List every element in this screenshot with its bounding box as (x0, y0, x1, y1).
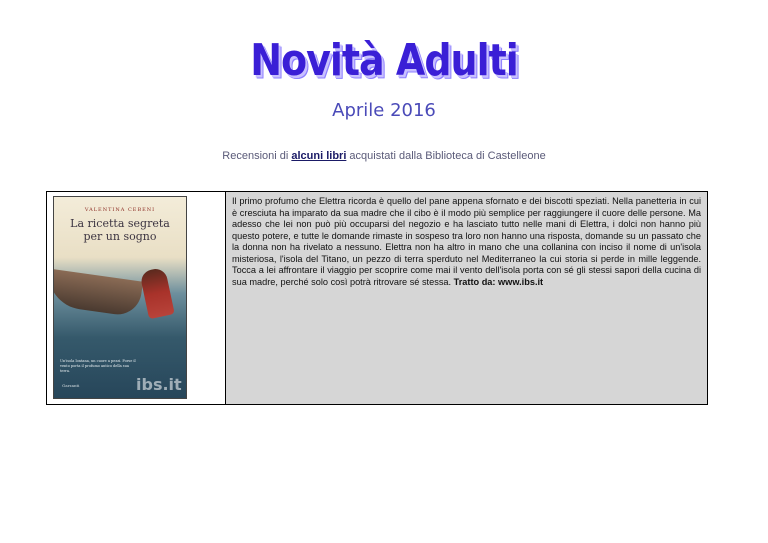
review-text-cell (226, 192, 707, 404)
cover-title (54, 217, 186, 243)
cover-blurb: Un'isola lontana, un cuore a pezzi. Forse il vento porta il profumo antico della sua terra. (60, 359, 136, 373)
review-source: Tratto da: www.ibs.it (453, 276, 544, 287)
page-title: Novità Adulti (250, 34, 518, 86)
cover-publisher: Garzanti (62, 383, 80, 388)
books-link[interactable]: alcuni libri (291, 150, 347, 162)
cover-cell (47, 192, 226, 404)
cover-boat-image (53, 269, 143, 318)
cover-watermark: ibs.it (136, 375, 182, 394)
intro-after: acquistati dalla Biblioteca di Castelleone (346, 150, 546, 162)
book-cover (53, 196, 187, 399)
cover-title-line2: per un sogno (83, 230, 157, 243)
cover-title-line1: La ricetta segreta (70, 217, 170, 230)
review-text: Il primo profumo che Elettra ricorda è quello del pane appena sfornato e dei biscotti speziati. Nella panetteria in cui è cresciuta ha imparato da sua madre che il cibo è il modo più semplice per raggiungere il cuore delle persone. Ma adesso che lei non può più occuparsi del negozio e ha lasciato tutto nelle mani di Elettra, i dolci non hanno più questo potere, e tutte le domande rimaste in sospeso tra loro non hanno una risposta, domande su un passato che la donna non ha rivelato a nessuno. Elettra non ha altro in mano che una collanina con inciso il nome di un'isola misteriosa, l'isola del Titano, un pezzo di terra sperduto nel Mediterraneo la cui storia si perde in mille leggende. Tocca a lei affrontare il viaggio per scoprire come mai il vento dell'isola porta con sé gli stessi sapori della cucina di sua madre, perché solo così potrà ritrovare sé stessa. (232, 196, 701, 287)
review-table (46, 191, 708, 405)
cover-author: VALENTINA CEBENI (84, 207, 156, 213)
page-subtitle: Aprile 2016 (332, 100, 436, 121)
intro-before: Recensioni di (222, 150, 292, 162)
cover-girl-image (139, 267, 174, 319)
intro-line (0, 150, 768, 162)
